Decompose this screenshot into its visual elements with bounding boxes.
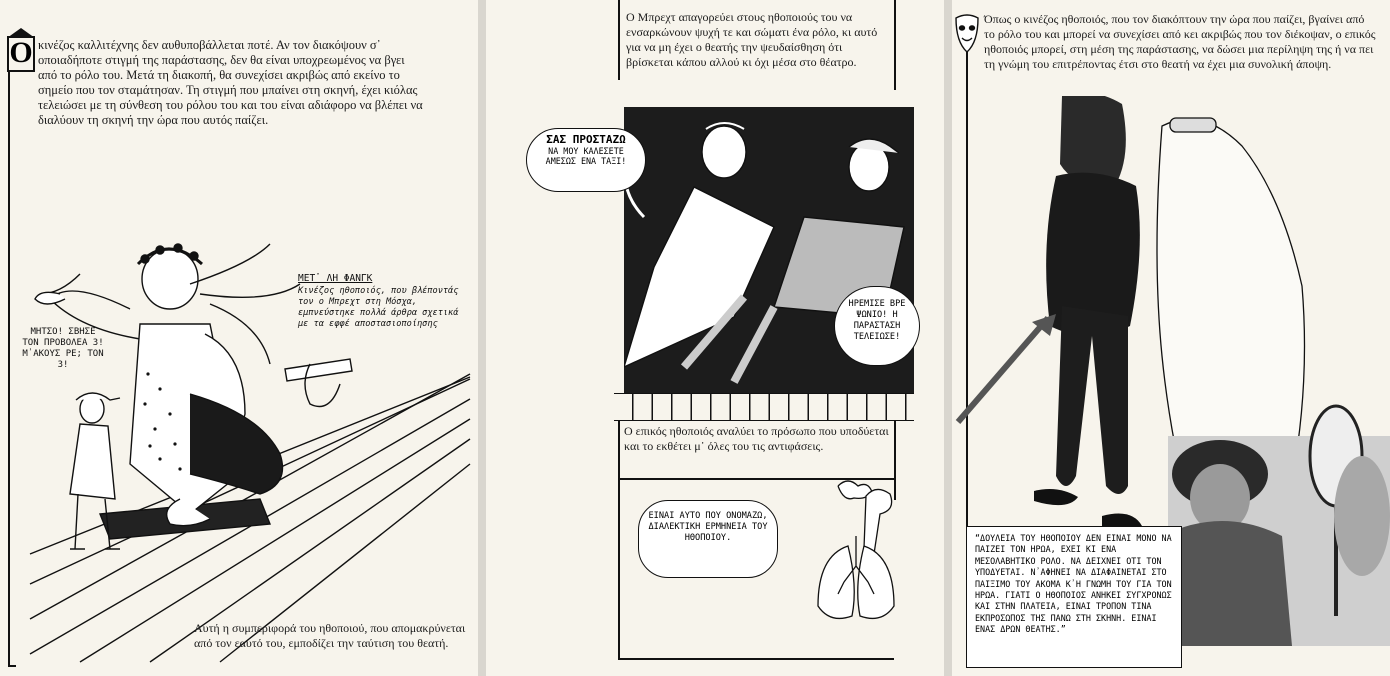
page-2 <box>486 0 944 676</box>
caption-title: ΜΕΤ᾽ ΛΗ ΦΑΝΓΚ <box>298 273 373 284</box>
caption-body: Κινέζος ηθοποιός, που βλέποντάς τον ο Μπρεχτ στη Μόσχα, εμπνεύστηκε πολλά άρθρα σχετικά με τα εφφέ αποστασιοποίησης <box>298 286 459 329</box>
top-text: Ο Μπρεχτ απαγορεύει στους ηθοποιούς του να ενσαρκώνουν ψυχή τε και σώματι ένα ρόλο, κι αυτό για να μη έχει ο θεατής την ψευδαίσθηση ότι βρίσκεται κάπου αλλού κι όχι μέσα στο θέατρο. <box>626 10 878 69</box>
margin-rule-foot <box>8 665 16 667</box>
bubble-command-bold: ΣΑΣ ΠΡΟΣΤΑΖΩ <box>546 133 626 146</box>
speech-bubble-command <box>526 128 646 192</box>
caption-block <box>298 273 473 330</box>
dropcap: O <box>7 36 35 72</box>
bottom-text: Αυτή η συμπεριφορά του ηθοποιού, που απομακρύνεται από τον εαυτό του, εμποδίζει την ταύτιση του θεατή. <box>194 621 466 650</box>
shout-text: ΜΗΤΣΟ! ΣΒΗΣΕ ΤΟΝ ΠΡΟΒΟΛΕΑ 3! Μ᾽ΑΚΟΥΣ ΡΕ; ΤΟΝ 3! <box>22 327 104 370</box>
bubble-command-rest: ΝΑ ΜΟΥ ΚΑΛΕΣΕΤΕ ΑΜΕΣΩΣ ΕΝΑ ΤΑΞΙ! <box>545 146 627 166</box>
lungs-sketch <box>808 476 904 626</box>
page-1 <box>0 0 478 676</box>
intro-text: κινέζος καλλιτέχνης δεν αυθυποβάλλεται ποτέ. Αν τον διακόψουν σ᾽ οποιαδήποτε στιγμή της παράστασης, δεν θα είναι υποχρεωμένος να βγει από το ρόλο του. Μετά τη διακοπή, θα συνεχίσει ακριβώς από εκείνο το σημείο που τον σταμάτησαν. Τη στιγμή που μπαίνει στη σκηνή, έχει κιόλας τελειώσει με τη σύνθεση του ρόλου του και του είναι αδιάφορο να βλέπει να διαλύουν τη σκηνή την ώρα που αυτός παίζει. <box>38 38 423 127</box>
middle-text: Ο επικός ηθοποιός αναλύει το πρόσωπο που υποδύεται και το εκθέτει μ᾽ όλες του τις αντιφάσεις. <box>624 424 889 453</box>
top-text: Όπως ο κινέζος ηθοποιός, που τον διακόπτουν την ώρα που παίζει, βγαίνει από το ρόλο του και μπορεί να συνεχίσει από κει ακριβώς που τον διέκοψαν, ο επικός ηθοποιός μπορεί, στη μέση της παράστασης, να δώσει μια περίληψη της ή να πει τη γνώμη του επιτρέποντας έτσι στο θεατή να έχει μια συνολική άποψη. <box>984 12 1376 71</box>
frame-right-top <box>894 0 896 90</box>
margin-rule <box>8 66 10 666</box>
stage-tiles <box>614 393 914 421</box>
frame-left-bottom <box>618 420 620 660</box>
theatre-mask-icon <box>954 14 980 60</box>
actor-with-sword <box>958 96 1142 531</box>
speech-bubble-calm: ΗΡΕΜΙΣΕ ΒΡΕ ΨΩΝΙΟ! Η ΠΑΡΑΣΤΑΣΗ ΤΕΛΕΙΩΣΕ! <box>834 286 920 366</box>
hand-with-ruler <box>285 359 352 407</box>
brecht-quote-box: “ΔΟΥΛΕΙΑ ΤΟΥ ΗΘΟΠΟΙΟΥ ΔΕΝ ΕΙΝΑΙ ΜΟΝΟ ΝΑ ΠΑΙΖΕΙ ΤΟΝ ΗΡΩΑ, ΕΧΕΙ ΚΙ ΕΝΑ ΜΕΣΟΛΑΒΗΤΙΚΟ ΡΟΛΟ. ΝΑ ΔΕΙΧΝΕΙ ΟΤΙ ΤΟΝ ΥΠΟΔΥΕΤΑΙ. Ν᾽ΑΦΗΝΕΙ ΝΑ ΔΙΑΦΑΙΝΕΤΑΙ ΣΤΟ ΠΑΙΞΙΜΟ ΤΟΥ ΑΚΟΜΑ Κ᾽Η ΓΝΩΜΗ ΤΟΥ ΓΙΑ ΤΟΝ ΗΡΩΑ. ΓΙΑΤΙ Ο ΗΘΟΠΟΙΟΣ ΑΝΗΚΕΙ ΣΥΓΧΡΟΝΩΣ ΚΑΙ ΣΤΗΝ ΠΛΑΤΕΙΑ, ΕΙΝΑΙ ΤΡΟΠΟΝ ΤΙΝΑ ΕΚΠΡΟΣΩΠΟΣ ΤΗΣ ΠΑΝΩ ΣΤΗ ΣΚΗΝΗ. ΕΙΝΑΙ ΕΝΑΣ ΔΡΩΝ ΘΕΑΤΗΣ.” <box>966 526 1182 668</box>
frame-left-top <box>618 0 620 80</box>
speech-bubble-dialectic: ΕΙΝΑΙ ΑΥΤΟ ΠΟΥ ΟΝΟΜΑΖΩ, ΔΙΑΛΕΚΤΙΚΗ ΕΡΜΗΝΕΙΑ ΤΟΥ ΗΘΟΠΟΙΟΥ. <box>638 500 778 578</box>
page-3 <box>952 0 1390 676</box>
brecht-photo <box>1162 406 1390 646</box>
frame-bottom <box>618 658 894 660</box>
